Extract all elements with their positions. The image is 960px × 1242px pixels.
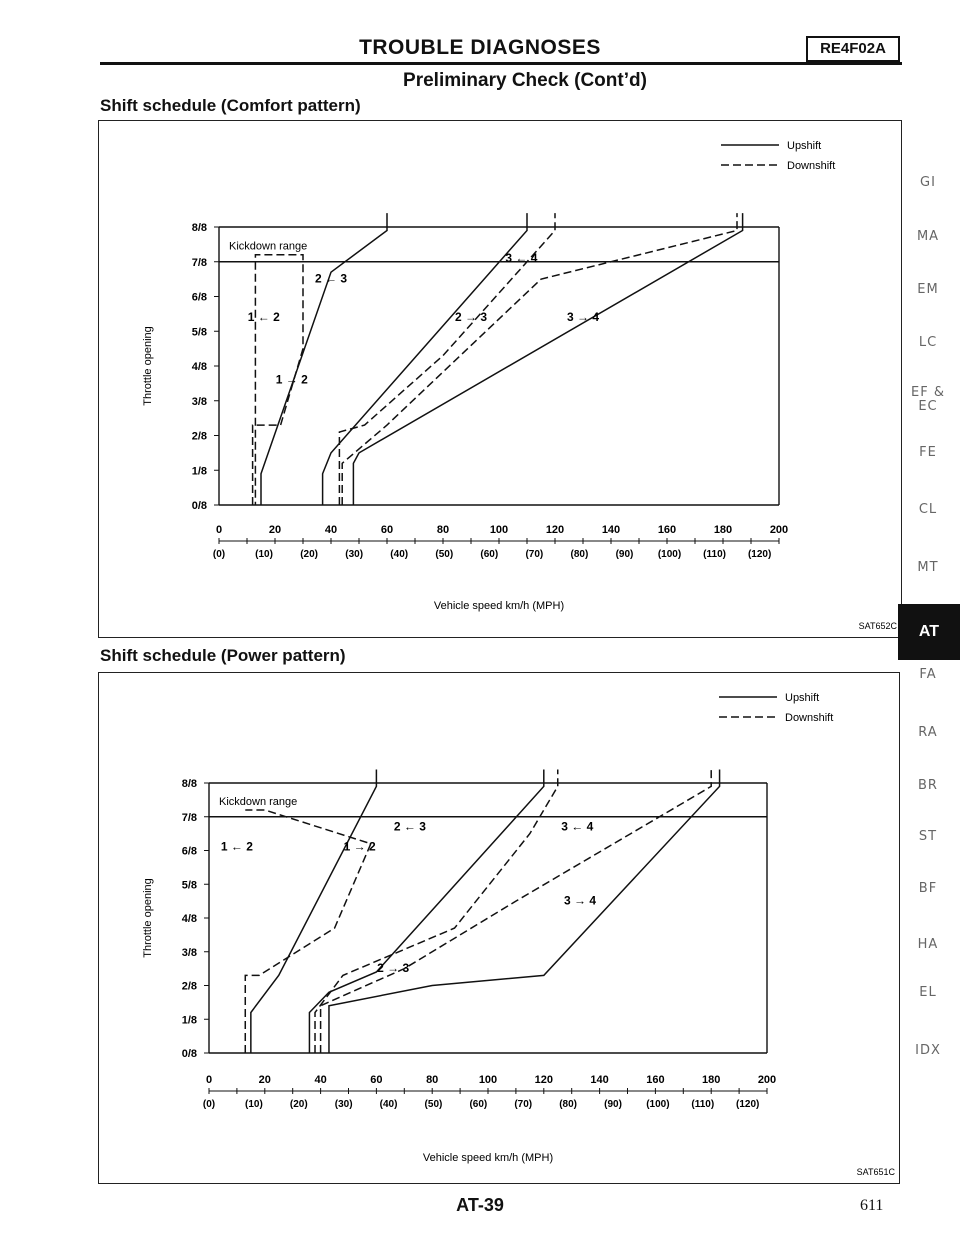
- x-axis-title: Vehicle speed km/h (MPH): [422, 1152, 554, 1164]
- x-tick-label-kmh: 80: [426, 1074, 439, 1086]
- x-tick-label-mph: (40): [390, 549, 409, 560]
- x-tick-label-mph: (100): [646, 1099, 670, 1110]
- side-tab-cl[interactable]: CL: [918, 502, 938, 517]
- shift-label: 2 → 3: [377, 961, 410, 975]
- x-tick-label-mph: (100): [657, 549, 682, 560]
- model-code-badge: RE4F02A: [806, 36, 900, 62]
- shift-line-downshift: [342, 213, 737, 505]
- x-tick-label-kmh: 100: [489, 524, 509, 536]
- x-tick-label-kmh: 140: [601, 524, 621, 536]
- x-tick-label-kmh: 180: [713, 524, 733, 536]
- y-tick-label: 5/8: [181, 879, 197, 892]
- shift-label: 1 ← 2: [220, 839, 253, 854]
- x-tick-label-mph: (20): [300, 549, 319, 560]
- comfort-shift-chart: [99, 121, 901, 637]
- x-tick-label-kmh: 120: [534, 1074, 553, 1086]
- figure-id-label: SAT651C: [856, 1167, 895, 1177]
- x-tick-label-kmh: 200: [757, 1074, 777, 1086]
- x-tick-label-mph: (30): [345, 549, 364, 560]
- shift-label: 1 → 2: [343, 839, 376, 854]
- y-tick-label: 8/8: [191, 222, 207, 234]
- x-axis-title: Vehicle speed km/h (MPH): [433, 600, 565, 612]
- x-tick-label-mph: (110): [691, 1099, 715, 1110]
- shift-line-upshift: [323, 213, 527, 505]
- x-tick-label-mph: (0): [202, 1099, 216, 1110]
- shift-line-downshift: [321, 770, 712, 1054]
- y-axis-title: Throttle opening: [142, 326, 154, 406]
- shift-label: 2 → 3: [454, 309, 488, 324]
- x-tick-label-mph: (120): [736, 1099, 760, 1110]
- y-tick-label: 2/8: [181, 980, 197, 993]
- x-tick-label-kmh: 60: [370, 1074, 383, 1086]
- x-tick-label-mph: (80): [570, 549, 589, 560]
- side-tab-ma[interactable]: MA: [916, 229, 940, 244]
- kickdown-range-label: Kickdown range: [229, 240, 308, 253]
- side-tab-ef-ec[interactable]: EF & EC: [911, 385, 945, 414]
- kickdown-range-label: Kickdown range: [219, 795, 298, 808]
- y-axis-title: Throttle opening: [142, 878, 154, 958]
- y-tick-label: 7/8: [181, 811, 197, 824]
- side-tab-em[interactable]: EM: [917, 282, 939, 297]
- y-tick-label: 3/8: [181, 946, 197, 959]
- x-tick-label-kmh: 120: [545, 524, 565, 536]
- side-tab-ra[interactable]: RA: [918, 725, 938, 740]
- legend-downshift-label: Downshift: [787, 160, 836, 172]
- figure-id-label: SAT652C: [858, 621, 897, 631]
- side-tab-st[interactable]: ST: [918, 829, 938, 844]
- legend-upshift-label: Upshift: [787, 140, 822, 152]
- shift-label: 1 → 2: [275, 372, 308, 387]
- x-tick-label-mph: (90): [604, 1099, 622, 1110]
- shift-label: 3 → 4: [566, 309, 600, 324]
- shift-line-upshift: [329, 770, 720, 1054]
- side-tab-fe[interactable]: FE: [919, 445, 937, 460]
- x-tick-label-kmh: 20: [258, 1074, 271, 1086]
- x-tick-label-kmh: 180: [702, 1074, 721, 1086]
- x-tick-label-kmh: 140: [590, 1074, 609, 1086]
- x-tick-label-mph: (20): [289, 1099, 308, 1110]
- side-tab-el[interactable]: EL: [919, 985, 937, 1000]
- x-tick-label-mph: (40): [379, 1099, 398, 1110]
- y-tick-label: 1/8: [181, 1014, 197, 1027]
- y-tick-label: 7/8: [191, 256, 207, 269]
- x-tick-label-mph: (90): [615, 549, 634, 560]
- y-tick-label: 3/8: [191, 395, 207, 408]
- shift-line-upshift: [353, 213, 742, 505]
- side-tab-br[interactable]: BR: [918, 778, 938, 793]
- side-tab-bf[interactable]: BF: [918, 881, 938, 896]
- side-tab-mt[interactable]: MT: [917, 560, 939, 575]
- x-tick-label-kmh: 60: [380, 524, 394, 536]
- x-tick-label-kmh: 0: [215, 524, 223, 536]
- side-tab-fa[interactable]: FA: [919, 667, 937, 682]
- power-chart-figure: [98, 672, 900, 1184]
- side-tab-lc[interactable]: LC: [918, 335, 938, 350]
- y-tick-label: 0/8: [191, 500, 207, 512]
- x-tick-label-kmh: 80: [436, 524, 450, 536]
- y-tick-label: 6/8: [181, 845, 197, 858]
- shift-line-upshift: [309, 770, 543, 1054]
- page-number: 611: [860, 1197, 884, 1214]
- x-tick-label-mph: (0): [212, 549, 226, 560]
- header-rule: [100, 62, 902, 65]
- shift-label: 2 ← 3: [393, 819, 426, 834]
- page-label: AT-39: [456, 1195, 504, 1215]
- x-tick-label-mph: (30): [334, 1099, 353, 1110]
- side-tab-at[interactable]: AT: [898, 604, 960, 660]
- shift-label: 3 ← 4: [561, 819, 594, 834]
- x-tick-label-mph: (50): [424, 1099, 443, 1110]
- x-tick-label-kmh: 160: [646, 1074, 665, 1086]
- comfort-chart-figure: [98, 120, 902, 638]
- power-shift-chart: [99, 673, 899, 1183]
- y-tick-label: 5/8: [191, 326, 207, 339]
- shift-label: 1 ← 2: [247, 309, 280, 324]
- y-tick-label: 0/8: [181, 1048, 197, 1060]
- x-tick-label-kmh: 40: [324, 524, 338, 536]
- y-tick-label: 1/8: [191, 465, 207, 478]
- y-tick-label: 2/8: [191, 430, 207, 443]
- x-tick-label-mph: (70): [514, 1099, 533, 1110]
- x-tick-label-kmh: 100: [478, 1074, 498, 1086]
- y-tick-label: 4/8: [191, 361, 207, 373]
- x-tick-label-mph: (80): [559, 1099, 578, 1110]
- page-subtitle: Preliminary Check (Cont’d): [403, 70, 647, 91]
- power-section-heading: Shift schedule (Power pattern): [100, 646, 346, 665]
- y-tick-label: 4/8: [181, 913, 197, 925]
- shift-label: 3 → 4: [564, 893, 597, 908]
- shift-label: 3 ← 4: [505, 250, 538, 265]
- x-tick-label-kmh: 20: [268, 524, 282, 536]
- x-tick-label-mph: (60): [469, 1099, 488, 1110]
- side-tab-ha[interactable]: HA: [917, 937, 939, 952]
- shift-label: 2 ← 3: [314, 271, 348, 286]
- legend-downshift-label: Downshift: [785, 712, 834, 724]
- x-tick-label-mph: (120): [747, 549, 772, 560]
- x-tick-label-mph: (50): [435, 549, 454, 560]
- x-tick-label-mph: (10): [255, 549, 273, 560]
- x-tick-label-mph: (10): [244, 1099, 263, 1110]
- comfort-section-heading: Shift schedule (Comfort pattern): [100, 96, 361, 115]
- x-tick-label-kmh: 160: [657, 524, 677, 536]
- x-tick-label-kmh: 0: [205, 1074, 213, 1086]
- y-tick-label: 8/8: [181, 778, 197, 790]
- y-tick-label: 6/8: [191, 291, 207, 304]
- x-tick-label-mph: (110): [703, 549, 726, 560]
- page-title: TROUBLE DIAGNOSES: [359, 36, 601, 59]
- legend-upshift-label: Upshift: [785, 692, 820, 704]
- shift-line-upshift: [261, 213, 387, 505]
- side-tab-gi[interactable]: GI: [920, 175, 936, 190]
- x-tick-label-kmh: 200: [769, 524, 789, 536]
- x-tick-label-mph: (70): [525, 549, 544, 560]
- x-tick-label-mph: (60): [480, 549, 499, 560]
- x-tick-label-kmh: 40: [314, 1074, 327, 1086]
- side-tab-idx[interactable]: IDX: [915, 1043, 941, 1058]
